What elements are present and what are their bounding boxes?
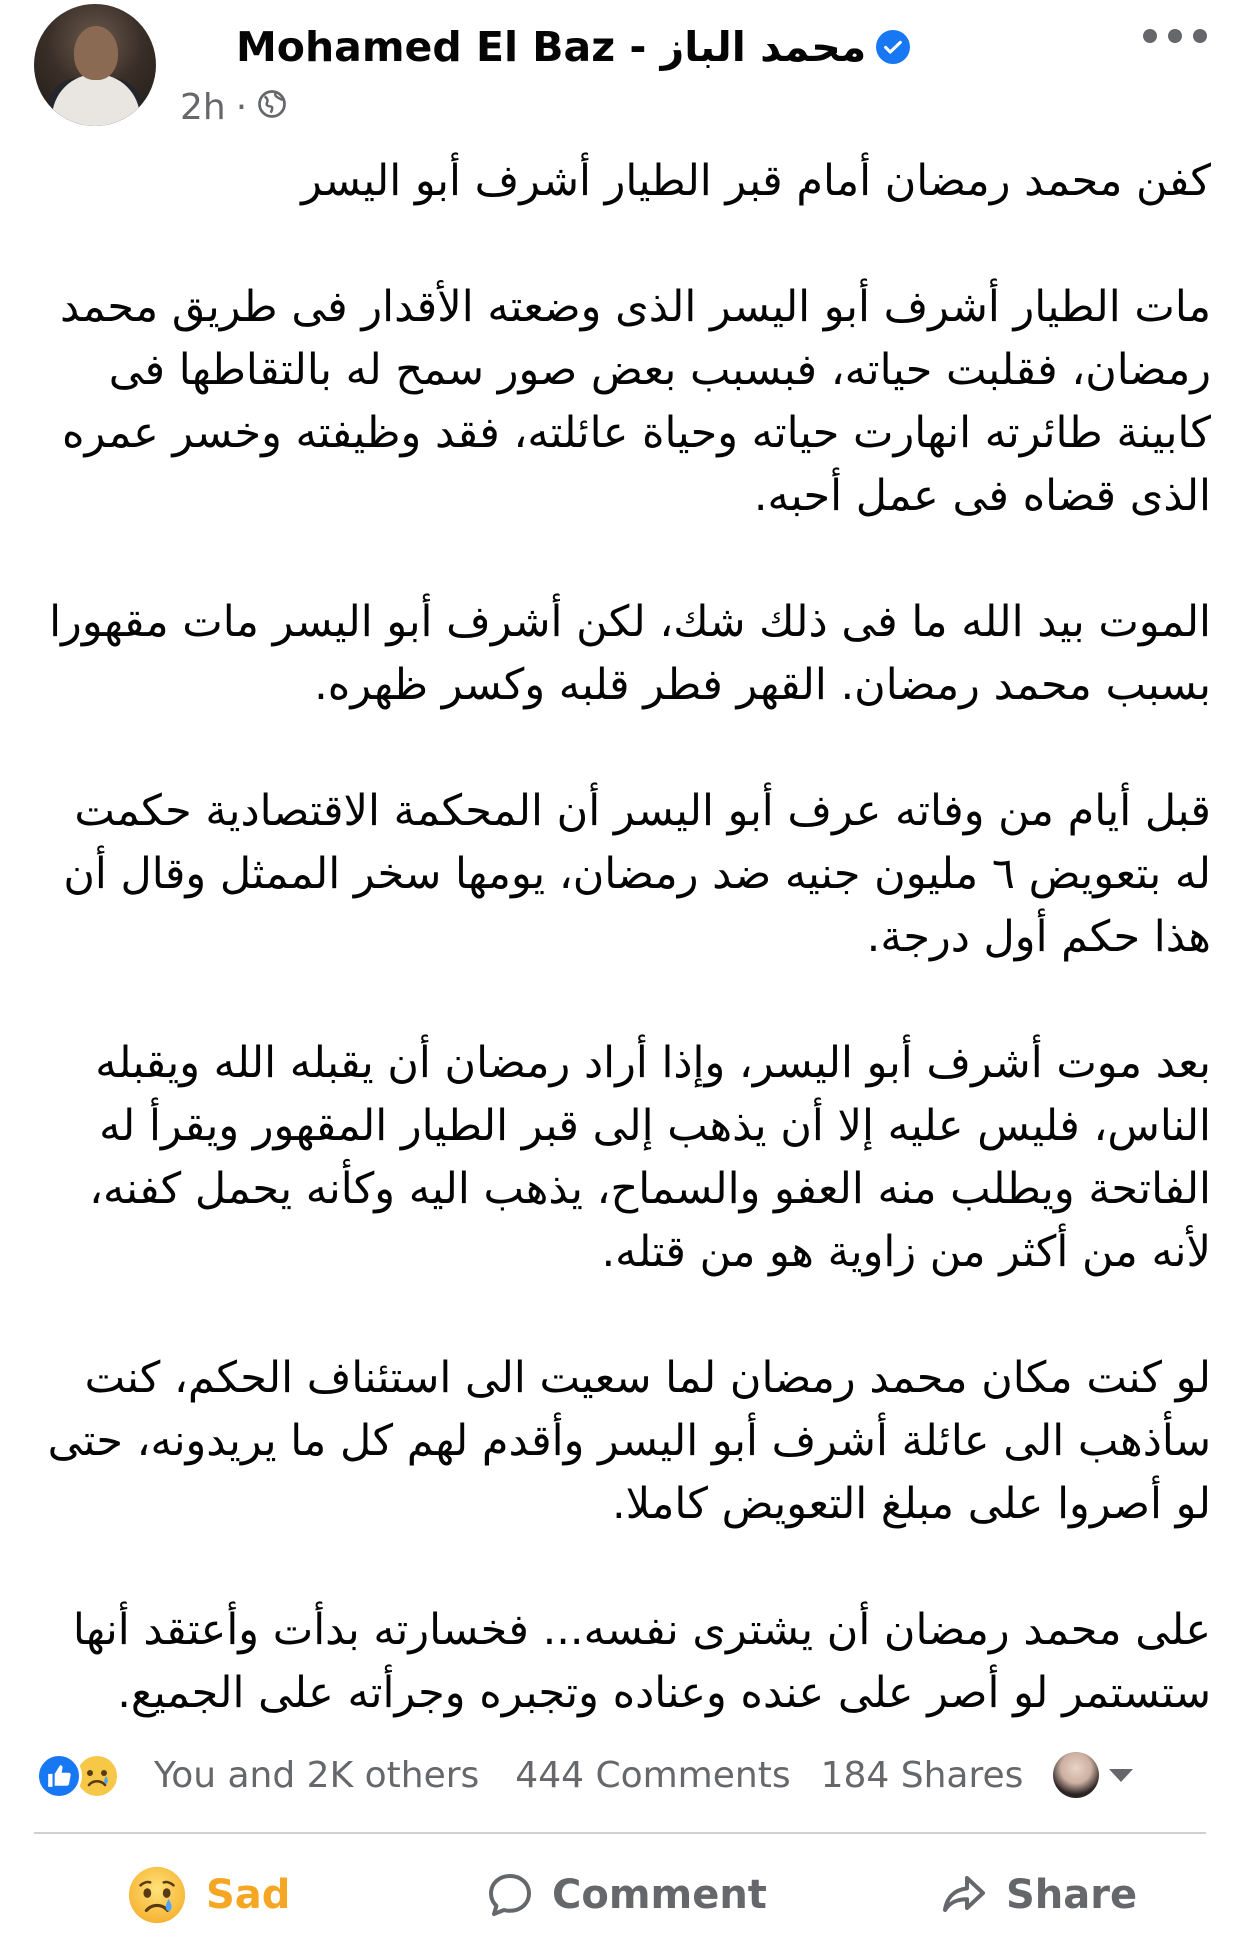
like-reaction-icon [36,1753,82,1799]
reactions-summary[interactable]: You and 2K others [154,1754,480,1796]
shares-count[interactable]: 184 Shares [820,1754,1024,1796]
post-stats [36,1740,1206,1810]
author-name[interactable] [236,20,910,74]
post-body [36,150,1211,1725]
divider [34,1832,1206,1834]
comment-icon [486,1871,534,1919]
sad-reaction-button[interactable] [126,1850,290,1940]
comment-button-label: Comment [552,1872,767,1918]
post-paragraph: الموت بيد الله ما فى ذلك شك، لكن أشرف أبو اليسر مات مقهورا بسبب محمد رمضان. القهر فطر قلبه وكسر ظهره. [49,597,1211,710]
more-options-icon[interactable] [1143,22,1207,50]
post-paragraph-title: كفن محمد رمضان أمام قبر الطيار أشرف أبو اليسر [301,156,1211,206]
author-name-text[interactable]: Mohamed El Baz - محمد الباز [236,23,867,71]
post-paragraph: مات الطيار أشرف أبو اليسر الذى وضعته الأقدار فى طريق محمد رمضان، فقلبت حياته، فبسبب بعض صور سمح له بالتقاطها فى كابينة طائرته انهارت حياته وحياة عائلته، فقد وظيفته وخسر عمره الذى قضاه فى عمل أحبه. [59,282,1211,521]
post-paragraph: بعد موت أشرف أبو اليسر، وإذا أراد رمضان أن يقبله الله ويقبله الناس، فليس عليه إلا أن يذهب إلى قبر الطيار المقهور ويقرأ له الفاتحة ويطلب منه العفو والسماح، يذهب اليه وكأنه يحمل كفنه، لأنه من أكثر من زاوية هو من قتله. [89,1038,1211,1277]
share-button[interactable] [940,1850,1137,1940]
globe-icon [257,87,287,128]
author-avatar[interactable] [34,4,156,126]
sad-face-icon [126,1864,188,1926]
sad-button-label: Sad [206,1872,291,1918]
action-bar [0,1850,1241,1940]
post-meta [180,82,287,132]
viewer-avatar[interactable] [1053,1752,1099,1798]
post-paragraph: قبل أيام من وفاته عرف أبو اليسر أن المحكمة الاقتصادية حكمت له بتعويض ٦ مليون جنيه ضد رمضان، يومها سخر الممثل وقال أن هذا حكم أول درجة. [63,786,1211,962]
post-paragraph: لو كنت مكان محمد رمضان لما سعيت الى استئناف الحكم، كنت سأذهب الى عائلة أشرف أبو اليسر وأقدم لهم كل ما يريدونه، حتى لو أصروا على مبلغ التعويض كاملا. [47,1353,1211,1529]
post-time[interactable]: 2h [180,86,226,128]
share-arrow-icon [940,1871,988,1919]
comments-count[interactable]: 444 Comments [515,1754,791,1796]
share-button-label: Share [1006,1872,1138,1918]
reaction-icons[interactable] [36,1747,140,1803]
meta-separator: · [235,86,248,128]
comment-button[interactable] [486,1850,767,1940]
verified-badge-icon [876,30,910,64]
post-paragraph: على محمد رمضان أن يشترى نفسه... فخسارته بدأت وأعتقد أنها ستستمر لو أصر على عنده وعناده وتجبره وجرأته على الجميع. [72,1605,1211,1718]
chevron-down-icon[interactable] [1109,1769,1133,1782]
